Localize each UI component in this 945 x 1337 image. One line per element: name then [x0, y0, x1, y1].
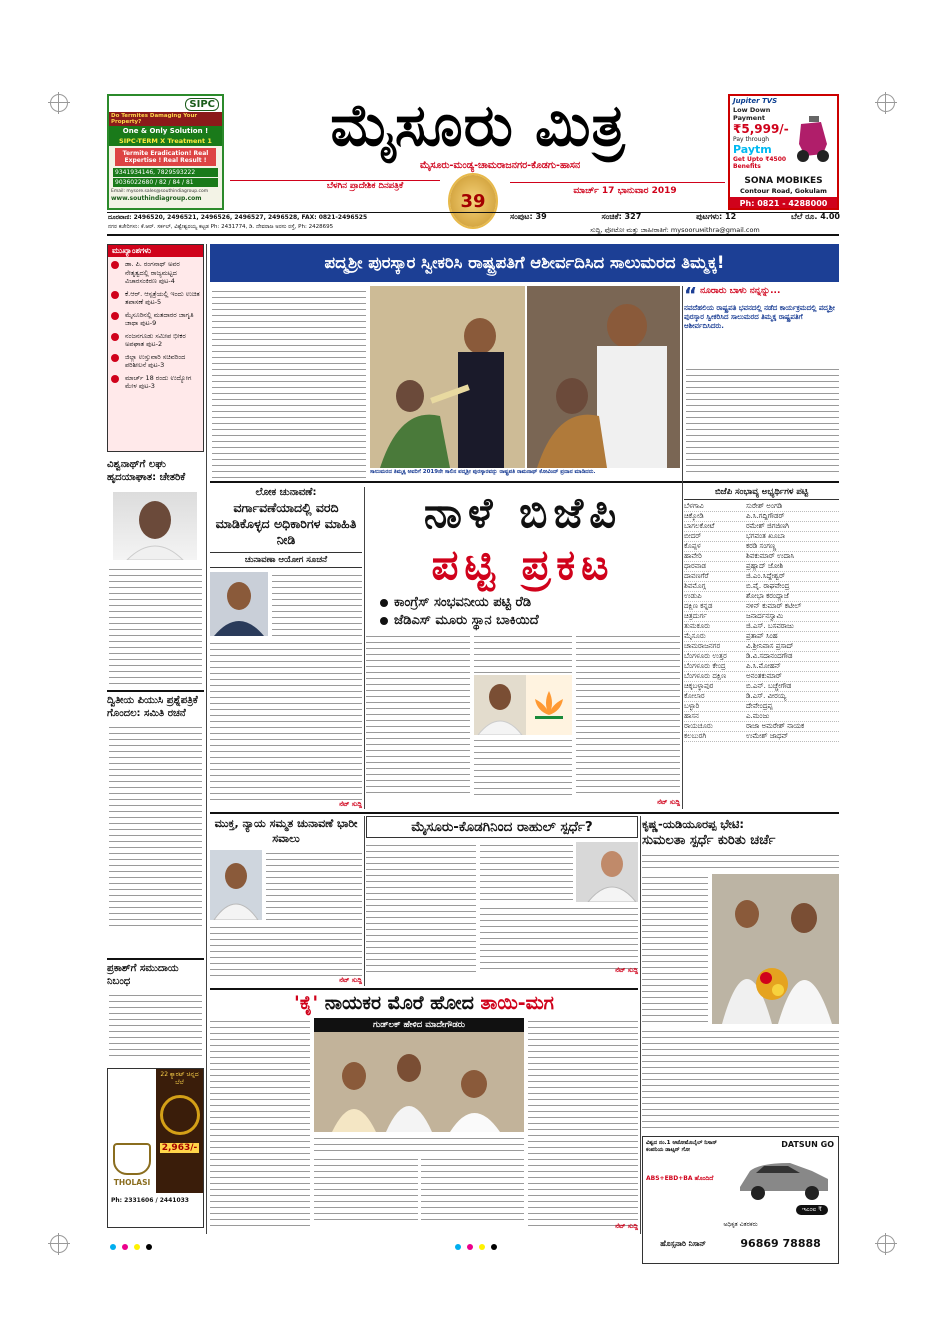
- datsun-emi: ಇಎಂಐ ₹: [796, 1205, 828, 1215]
- kai-title-b: ನಾಯಕರ ಮೊರೆ ಹೋದ: [318, 992, 481, 1014]
- registration-mark: [50, 1235, 68, 1253]
- candidate-list: [684, 487, 839, 809]
- bjp-bullet: ಜೆಡಿಎಸ್ ಮೂರು ಸ್ಥಾನ ಬಾಕಿಯಿದೆ: [380, 613, 680, 629]
- highlights-box: [107, 244, 204, 452]
- anniversary-number: 39: [460, 190, 486, 212]
- puc-article[interactable]: [107, 694, 204, 956]
- datsun-dealer: ಹೊಸ್ಸನಾರಿ ನಿಸಾನ್: [660, 1238, 706, 1248]
- highlight-item[interactable]: ಡಾ. ಪಿ. ರಂಗನಾಥ್ ಅವರ ನೇತೃತ್ವದಲ್ಲಿ ರಾಜ್ಯಮಟ್ಟದ ವಿಚಾರಸಂಕಿರಣ ಪುಟ-4: [111, 260, 200, 286]
- jupiter-price: ₹5,999/-: [733, 122, 789, 136]
- constituency: ದಾವಣಗೆರೆ: [684, 572, 709, 580]
- lead-photo-1: [370, 286, 525, 468]
- scooter-image: [793, 114, 833, 164]
- constituency: ಹಾವೇರಿ: [684, 552, 702, 560]
- jupiter-brand: Jupiter TVS: [733, 97, 778, 105]
- kai-headline: [210, 990, 638, 1016]
- bjp-bullet: ಕಾಂಗ್ರೆಸ್ ಸಂಭವನೀಯ ಪಟ್ಟಿ ರೆಡಿ: [380, 595, 680, 611]
- candidate-name: ಪಿ.ಸಿ.ಗದ್ದಿಗೌಡರ್: [746, 512, 785, 520]
- lead-quote: [684, 283, 839, 362]
- mukta-title: ಮುಕ್ತ, ನ್ಯಾಯ ಸಮ್ಮತ ಚುನಾವಣೆ ಭಾರೀ ಸವಾಲು: [214, 817, 358, 845]
- yeddyurappa-photo: [474, 675, 526, 735]
- candidate-row: [684, 682, 839, 692]
- candidate-row: [684, 732, 839, 742]
- candidate-row: [684, 602, 839, 612]
- constituency: ಕೊಪ್ಪಳ: [684, 542, 701, 550]
- constituency: ಉಡುಪಿ: [684, 592, 702, 600]
- bjp-title-1: ನಾಳೆ ಬಿಜೆಪಿ: [423, 488, 623, 537]
- tholasi-brand: THOLASI: [113, 1178, 151, 1187]
- candidate-name: ಜಿ.ಎಂ.ಸಿದ್ದೇಶ್ವರ್: [746, 572, 785, 580]
- highlight-item[interactable]: ಕೆ.ಆರ್. ಆಸ್ಪತ್ರೆಯಲ್ಲಿ ಇಂದು ಉಚಿತ ತಪಾಸಣೆ ಪುಟ-5: [111, 290, 200, 307]
- candidate-row: [684, 502, 839, 512]
- constituency: ಚಿಕ್ಕಬಳ್ಳಾಪುರ: [684, 682, 714, 690]
- kai-article[interactable]: [210, 990, 638, 1234]
- registration-mark: [877, 94, 895, 112]
- bjp-title-2: ಪಟ್ಟಿ ಪ್ರಕಟ: [431, 540, 615, 589]
- sipc-line1: Do Termites Damaging Your Property?: [109, 112, 222, 126]
- kai-photo-title: ಗುಡ್‌ಲಕ್ ಹೇಳಿದ ಮಾದೇಗೌಡರು: [314, 1018, 524, 1032]
- candidate-row: [684, 582, 839, 592]
- candidate-row: [684, 692, 839, 702]
- lead-headline: ಪದ್ಮಶ್ರೀ ಪುರಸ್ಕಾರ ಸ್ವೀಕರಿಸಿ ರಾಷ್ಟ್ರಪತಿಗೆ ಆಶೀರ್ವದಿಸಿದ ಸಾಲುಮರದ ತಿಮ್ಮಕ್ಕ!: [324, 253, 725, 272]
- datsun-features: ABS+EBD+BA ಹೊಂದಿದೆ: [646, 1175, 714, 1182]
- sipc-web: www.southindiagroup.com: [111, 195, 202, 202]
- candidate-name: ಸುರೇಶ್ ಅಂಗಡಿ: [746, 502, 783, 510]
- pages: ಪುಟಗಳು: 12: [696, 212, 737, 221]
- registration-mark: [50, 94, 68, 112]
- price: ಬೆಲೆ ರೂ. 4.00: [791, 212, 840, 221]
- constituency: ಕಲಬುರಗಿ: [684, 732, 707, 740]
- vishwanath-title: ವಿಶ್ವನಾಥ್‌ಗೆ ಲಘು ಹೃದಯಾಘಾತ: ಚೇತರಿಕೆ: [107, 459, 186, 483]
- tholasi-phone: Ph: 2331606 / 2441033: [111, 1197, 189, 1204]
- highlight-item[interactable]: ಜಿಲ್ಲಾ ಉಸ್ತುವಾರಿ ಸಚಿವರಿಂದ ಪರಿಶೀಲನೆ ಪುಟ-3: [111, 353, 200, 370]
- candidate-row: [684, 722, 839, 732]
- masthead-date: ಮಾರ್ಚ್ 17 ಭಾನುವಾರ 2019: [573, 186, 677, 196]
- constituency: ಬೆಂಗಳೂರು ದಕ್ಷಿಣ: [684, 672, 727, 680]
- issue-info: [510, 212, 840, 222]
- transfer-title: ವರ್ಗಾವಣೆಯಾದಲ್ಲಿ ವರದಿ ಮಾಡಿಕೊಳ್ಳದ ಅಧಿಕಾರಿಗಳ ಮಾಹಿತಿ ನೀಡಿ: [215, 500, 357, 547]
- transfer-kicker: ಲೋಕ ಚುನಾವಣೆ:: [255, 487, 317, 498]
- candidate-name: ಪ್ರಹ್ಲಾದ್ ಜೋಶಿ: [746, 562, 784, 570]
- volume: ಸಂಪುಟ: 39: [510, 212, 547, 221]
- tholasi-price: 2,963/-: [161, 1143, 198, 1153]
- constituency: ಮೈಸೂರು: [684, 632, 706, 640]
- constituency: ಚಿಕ್ಕೋಡಿ: [684, 512, 704, 520]
- jupiter-address: Contour Road, Gokulam: [740, 187, 827, 195]
- candidate-name: ಜನಾರ್ದನಸ್ವಾಮಿ: [746, 612, 784, 620]
- rahul-sign: ನೆಟ್ ಸುದ್ದಿ: [615, 966, 638, 974]
- candidate-row: [684, 672, 839, 682]
- color-dot: [467, 1244, 473, 1250]
- candidate-row: [684, 612, 839, 622]
- jupiter-benefit: Get Upto ₹4500 Benefits: [733, 156, 787, 170]
- ad-sipc[interactable]: [107, 94, 224, 210]
- candidate-name: ಶಿವಕುಮಾರ್ ಉದಾಸಿ: [746, 552, 795, 560]
- puc-title: ದ್ವಿತೀಯ ಪಿಯುಸಿ ಪ್ರಶ್ನೆಪತ್ರಿಕೆ ಗೊಂದಲ: ಸಮಿತಿ ರಚನೆ: [107, 695, 198, 719]
- candidate-name: ಡಿ.ಎಸ್. ವೀರಯ್ಯ: [746, 692, 787, 700]
- bjp-sign: ನೆಟ್ ಸುದ್ದಿ: [657, 798, 680, 806]
- candidate-row: [684, 652, 839, 662]
- jupiter-pay: Pay through: [733, 136, 770, 143]
- lead-photo-2: [527, 286, 680, 468]
- phones: ದೂರವಾಣಿ: 2496520, 2496521, 2496526, 2496527, 2496528, FAX: 0821-2496525: [108, 214, 368, 221]
- quote-text: ನವದೆಹಲಿಯ ರಾಷ್ಟ್ರಪತಿ ಭವನದಲ್ಲಿ ನಡೆದ ಕಾರ್ಯಕ್ರಮದಲ್ಲಿ ಪದ್ಮಶ್ರೀ ಪುರಸ್ಕಾರ ಸ್ವೀಕರಿಸಿದ ಸಾಲುಮರದ ತಿಮ್ಮಕ್ಕ ರಾಷ್ಟ್ರಪತಿಗೆ ಆಶೀರ್ವದಿಸಿದರು.: [684, 304, 835, 330]
- color-dot: [134, 1244, 140, 1250]
- candidate-name: ಉಮೇಶ್ ಜಾಧವ್: [746, 732, 789, 740]
- highlight-item[interactable]: ನಂಜನಗೂಡು ಸಮೀಪ ಭೀಕರ ಅಪಘಾತ ಪುಟ-2: [111, 332, 200, 349]
- lead-headline-bar: [210, 244, 839, 282]
- candidate-row: [684, 562, 839, 572]
- transfer-sign: ನೆಟ್ ಸುದ್ದಿ: [339, 800, 362, 808]
- sipc-logo: SIPC: [185, 98, 219, 111]
- candidate-name: ರಾಜಾ ಅಮರೇಶ್ ನಾಯಕ: [746, 722, 805, 730]
- candidate-name: ಅನಂತಕುಮಾರ್: [746, 672, 782, 680]
- anniversary-badge: [450, 175, 496, 227]
- constituency: ಬೆಂಗಳೂರು ಉತ್ತರ: [684, 652, 727, 660]
- quote-icon: “: [684, 283, 698, 307]
- color-dot: [479, 1244, 485, 1250]
- paytm-logo: Paytm: [733, 143, 772, 156]
- lotus-icon: [526, 675, 572, 735]
- jupiter-phone: Ph: 0821 - 4288000: [730, 197, 837, 210]
- lead-caption: ಸಾಲುಮರದ ತಿಮ್ಮಕ್ಕ ಅವರಿಗೆ 2019ನೇ ಸಾಲಿನ ಪದ್ಮಶ್ರೀ ಪುರಸ್ಕಾರವನ್ನು ರಾಷ್ಟ್ರಪತಿ ರಾಮನಾಥ್ ಕೋವಿಂದ್ ಪ್ರದಾನ ಮಾಡಿದರು.: [370, 469, 596, 475]
- sipc-line2: One & Only Solution !: [109, 126, 222, 136]
- issue: ಸಂಚಿಕೆ: 327: [601, 212, 642, 221]
- candidate-row: [684, 522, 839, 532]
- candidate-name: ಬಿ.ಎನ್. ಬಚ್ಚೇಗೌಡ: [746, 682, 792, 690]
- color-dot: [122, 1244, 128, 1250]
- jupiter-line1: Low Down Payment: [733, 106, 771, 122]
- constituency: ಕೋಲಾರ: [684, 692, 705, 700]
- ad-jupiter[interactable]: [728, 94, 839, 210]
- constituency: ರಾಯಚೂರು: [684, 722, 713, 730]
- officer-photo: [210, 572, 268, 636]
- candidate-name: ಪ್ರತಾಪ್ ಸಿಂಹ: [746, 632, 778, 640]
- candidate-row: [684, 552, 839, 562]
- candidate-row: [684, 592, 839, 602]
- mukta-article[interactable]: [210, 816, 362, 986]
- vishwanath-article[interactable]: [107, 458, 204, 688]
- candidate-name: ಬಿ.ವೈ. ರಾಘವೇಂದ್ರ: [746, 582, 790, 590]
- color-dot: [146, 1244, 152, 1250]
- candidate-row: [684, 512, 839, 522]
- color-dot: [110, 1244, 116, 1250]
- highlight-item[interactable]: ಮೈಸೂರಿನಲ್ಲಿ ಮತದಾರರ ಜಾಗೃತಿ ಜಾಥಾ ಪುಟ-9: [111, 311, 200, 328]
- constituency: ಬೆಳಗಾವಿ: [684, 502, 704, 510]
- vishwanath-photo: [113, 492, 197, 560]
- constituency: ಬೆಂಗಳೂರು ಕೇಂದ್ರ: [684, 662, 726, 670]
- datsun-phone: 96869 78888: [740, 1237, 821, 1250]
- tholasi-offer: 22 ಕ್ಯಾರಟ್ ಚಿನ್ನದ ಬೆಲೆ: [160, 1071, 199, 1086]
- sipc-line3: SIPC-TERM X Treatment 1: [109, 136, 222, 146]
- prakash-article[interactable]: [107, 962, 204, 1064]
- candidate-name: ದೇವೇಂದ್ರಪ್ಪ: [746, 702, 773, 710]
- mukta-sign: ನೆಟ್ ಸುದ್ದಿ: [339, 976, 362, 984]
- datsun-line1: ವಿಶ್ವದ ನಂ.1 ಆಟೋಮೊಬೈಲ್ ನಿಸಾನ್ ಕಂಪನಿಯ ಡಾಟ್ಸನ್ ಗೋ: [646, 1140, 718, 1153]
- kai-title-c: ತಾಯಿ-ಮಗ: [480, 992, 554, 1014]
- constituency: ಚಾಮರಾಜನಗರ: [684, 642, 721, 650]
- candidate-row: [684, 622, 839, 632]
- ad-datsun[interactable]: [642, 1136, 839, 1264]
- candidate-name: ಶೋಭಾ ಕರಂದ್ಲಾಜೆ: [746, 592, 789, 600]
- email: ಸುದ್ದಿ, ಫೋಟೋ ಮತ್ತು ಜಾಹೀರಾತಿಗೆ: mysooruмithra@gmail.com: [590, 226, 760, 234]
- kai-sign: ನೆಟ್ ಸುದ್ದಿ: [615, 1222, 638, 1230]
- sumalatha-article[interactable]: [642, 816, 839, 1250]
- candidate-row: [684, 642, 839, 652]
- candidate-name: ಜಿ.ಎಸ್. ಬಸವರಾಜು: [746, 622, 794, 630]
- sipc-phone2: 9036022680 / 82 / 84 / 81: [113, 178, 218, 187]
- masthead-tagline: ಬೆಳಗಿನ ಪ್ರಾದೇಶಿಕ ದಿನಪತ್ರಿಕೆ: [326, 181, 404, 191]
- datsun-model: DATSUN GO: [781, 1140, 834, 1149]
- candidate-row: [684, 662, 839, 672]
- datsun-offer: ಅಧಿಕೃತ ವಿತರಕರು: [723, 1221, 758, 1228]
- ad-tholasi[interactable]: [107, 1068, 204, 1228]
- krishna-yeddyurappa-photo: [712, 874, 839, 1024]
- constituency: ಬಾಗಲಕೋಟೆ: [684, 522, 715, 530]
- candidate-name: ಕರಡಿ ಸಂಗಣ್ಣ: [746, 542, 777, 550]
- transfer-sub: ಚುನಾವಣಾ ಆಯೋಗ ಸೂಚನೆ: [210, 552, 362, 568]
- candidate-row: [684, 632, 839, 642]
- jupiter-dealer: SONA MOBIKES: [730, 176, 837, 186]
- office-address: ನಗರ ಕಚೇರಿಗಳು: ಕೆ.ಆರ್. ಸರ್ಕಲ್, ವಿಶ್ವೇಶ್ವರಯ್ಯ ಕಟ್ಟಡ Ph: 2431774, ಡಿ. ದೇವರಾಜ ಅರಸು ರಸ್ತೆ, Ph: 2428695: [108, 224, 334, 230]
- candidate-row: [684, 702, 839, 712]
- color-dot: [491, 1244, 497, 1250]
- candidate-name: ರಮೇಶ್ ಜಿಗಜಿಣಗಿ: [746, 522, 789, 530]
- kai-title-a: 'ಕೈ': [294, 992, 319, 1014]
- candidate-name: ಪಿ.ಸಿ.ಮೋಹನ್: [746, 662, 781, 670]
- transfer-article[interactable]: [210, 487, 362, 809]
- rahul-article[interactable]: [366, 816, 638, 986]
- masthead-subtitle: ಮೈಸೂರು-ಮಂಡ್ಯ-ಚಾಮರಾಜನಗರ-ಕೊಡಗು-ಹಾಸನ: [420, 160, 581, 171]
- candidate-title: ಬಿಜೆಪಿ ಸಂಭಾವ್ಯ ಅಭ್ಯರ್ಥಿಗಳ ಪಟ್ಟಿ: [684, 487, 839, 500]
- color-dot: [455, 1244, 461, 1250]
- sipc-phone1: 9341934146, 7829593222: [113, 168, 218, 177]
- candidate-name: ಎ.ಮಂಜು: [746, 712, 770, 720]
- prakash-title: ಪ್ರಕಾಶ್‌ಗೆ ಸಮುದಾಯ ನಿಬಂಧ: [107, 963, 179, 987]
- lead-body-right: [686, 366, 839, 476]
- necklace-image: [160, 1095, 200, 1135]
- sipc-email: Email: mysore.sales@southindiagroup.com: [111, 189, 209, 194]
- candidate-name: ನಳಿನ್ ಕುಮಾರ್ ಕಟೀಲ್: [746, 602, 802, 610]
- rahul-photo: [576, 842, 638, 902]
- constituency: ದಕ್ಷಿಣ ಕನ್ನಡ: [684, 602, 713, 610]
- constituency: ಬಳ್ಳಾರಿ: [684, 702, 700, 710]
- highlight-item[interactable]: ಮಾರ್ಚ್ 18 ರಂದು ಉದ್ಯೋಗ ಮೇಳ ಪುಟ-3: [111, 374, 200, 391]
- commissioner-photo: [210, 850, 262, 920]
- candidate-name: ಡಿ.ವಿ.ಸದಾನಂದಗೌಡ: [746, 652, 793, 660]
- bjp-article[interactable]: [366, 487, 680, 809]
- quote-title: ನೂರಾರು ಬಾಳು ನನ್ನನ್ನು...: [700, 286, 781, 296]
- candidate-row: [684, 572, 839, 582]
- lead-body: [212, 288, 366, 478]
- highlights-title: ಮುಖ್ಯಾಂಶಗಳು: [108, 245, 203, 257]
- registration-mark: [877, 1235, 895, 1253]
- constituency: ಹಾಸನ: [684, 712, 699, 720]
- sumalatha-title: ಸುಮಲತಾ ಸ್ಪರ್ಧೆ ಕುರಿತು ಚರ್ಚೆ: [642, 833, 776, 848]
- candidate-name: ವಿ.ಶ್ರೀನಿವಾಸ ಪ್ರಸಾದ್: [746, 642, 794, 650]
- constituency: ಬೀದರ್: [684, 532, 702, 540]
- candidate-row: [684, 542, 839, 552]
- constituency: ಧಾರವಾಡ: [684, 562, 707, 570]
- rahul-title: ಮೈಸೂರು-ಕೊಡಗಿನಿಂದ ರಾಹುಲ್ ಸ್ಪರ್ಧೆ?: [366, 816, 638, 838]
- masthead-title: ಮೈಸೂರು ಮಿತ್ರ: [330, 91, 626, 159]
- candidate-row: [684, 532, 839, 542]
- sumalatha-kicker: ಕೃಷ್ಣ-ಯಡಿಯೂರಪ್ಪ ಭೇಟಿ:: [642, 817, 745, 831]
- constituency: ಶಿವಮೊಗ್ಗ: [684, 582, 706, 590]
- candidate-row: [684, 712, 839, 722]
- constituency: ತುಮಕೂರು: [684, 622, 711, 630]
- datsun-car-image: [734, 1153, 834, 1203]
- kai-photo: [314, 1032, 524, 1132]
- tholasi-logo: [113, 1143, 151, 1175]
- sipc-line4: Termite Eradication! Real Expertise ! Real Result !: [115, 148, 216, 166]
- constituency: ಚಿತ್ರದುರ್ಗ: [684, 612, 707, 620]
- candidate-name: ಭಗವಂತ ಖೂಬಾ: [746, 532, 785, 540]
